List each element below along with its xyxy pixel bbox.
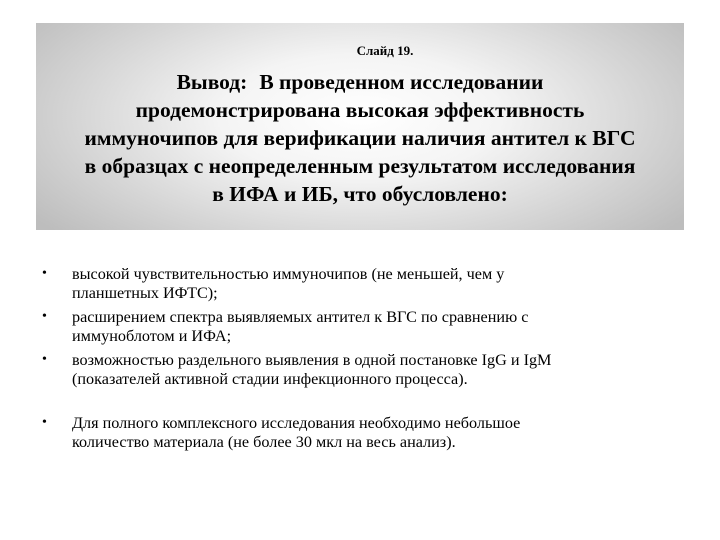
bullet-text-line: высокой чувствительностью иммуночипов (не меньшей, чем у: [72, 265, 505, 283]
bullet-text-line: Для полного комплексного исследования необходимо небольшое: [72, 414, 521, 432]
bullet-marker: •: [42, 352, 47, 367]
bullet-text-line: (показателей активной стадии инфекционного процесса).: [72, 369, 468, 388]
bullet-text-line: иммуноблотом и ИФА;: [72, 326, 232, 345]
bullet-item-separate-detection: [40, 351, 680, 388]
title-line-1: [36, 68, 684, 96]
title-line-5: в ИФА и ИБ, что обусловлено:: [212, 182, 508, 206]
title-line-1-text: В проведенном исследовании: [259, 70, 544, 94]
title-prefix: Вывод:: [176, 70, 248, 94]
bullet-text-line: планшетных ИФТС);: [72, 283, 218, 302]
bullet-list: [40, 265, 680, 457]
title-line-4: в образцах с неопределенным результатом исследования: [84, 154, 636, 178]
bullet-text-line: количество материала (не более 30 мкл на весь анализ).: [72, 432, 456, 451]
bullet-marker: •: [42, 309, 47, 324]
slide-number: Слайд 19.: [356, 43, 414, 58]
title-line-2: продемонстрирована высокая эффективность: [135, 98, 585, 122]
slide-title: [36, 68, 684, 208]
title-line-3: иммуночипов для верификации наличия антител к ВГС: [84, 126, 636, 150]
bullet-text-line: возможностью раздельного выявления в одной постановке IgG и IgM: [72, 351, 552, 369]
bullet-item-material: [40, 414, 680, 451]
bullet-item-spectrum: [40, 308, 680, 345]
bullet-item-sensitivity: [40, 265, 680, 302]
bullet-marker: •: [42, 415, 47, 430]
bullet-marker: •: [42, 266, 47, 281]
bullet-text-line: расширением спектра выявляемых антител к ВГС по сравнению с: [72, 308, 529, 326]
